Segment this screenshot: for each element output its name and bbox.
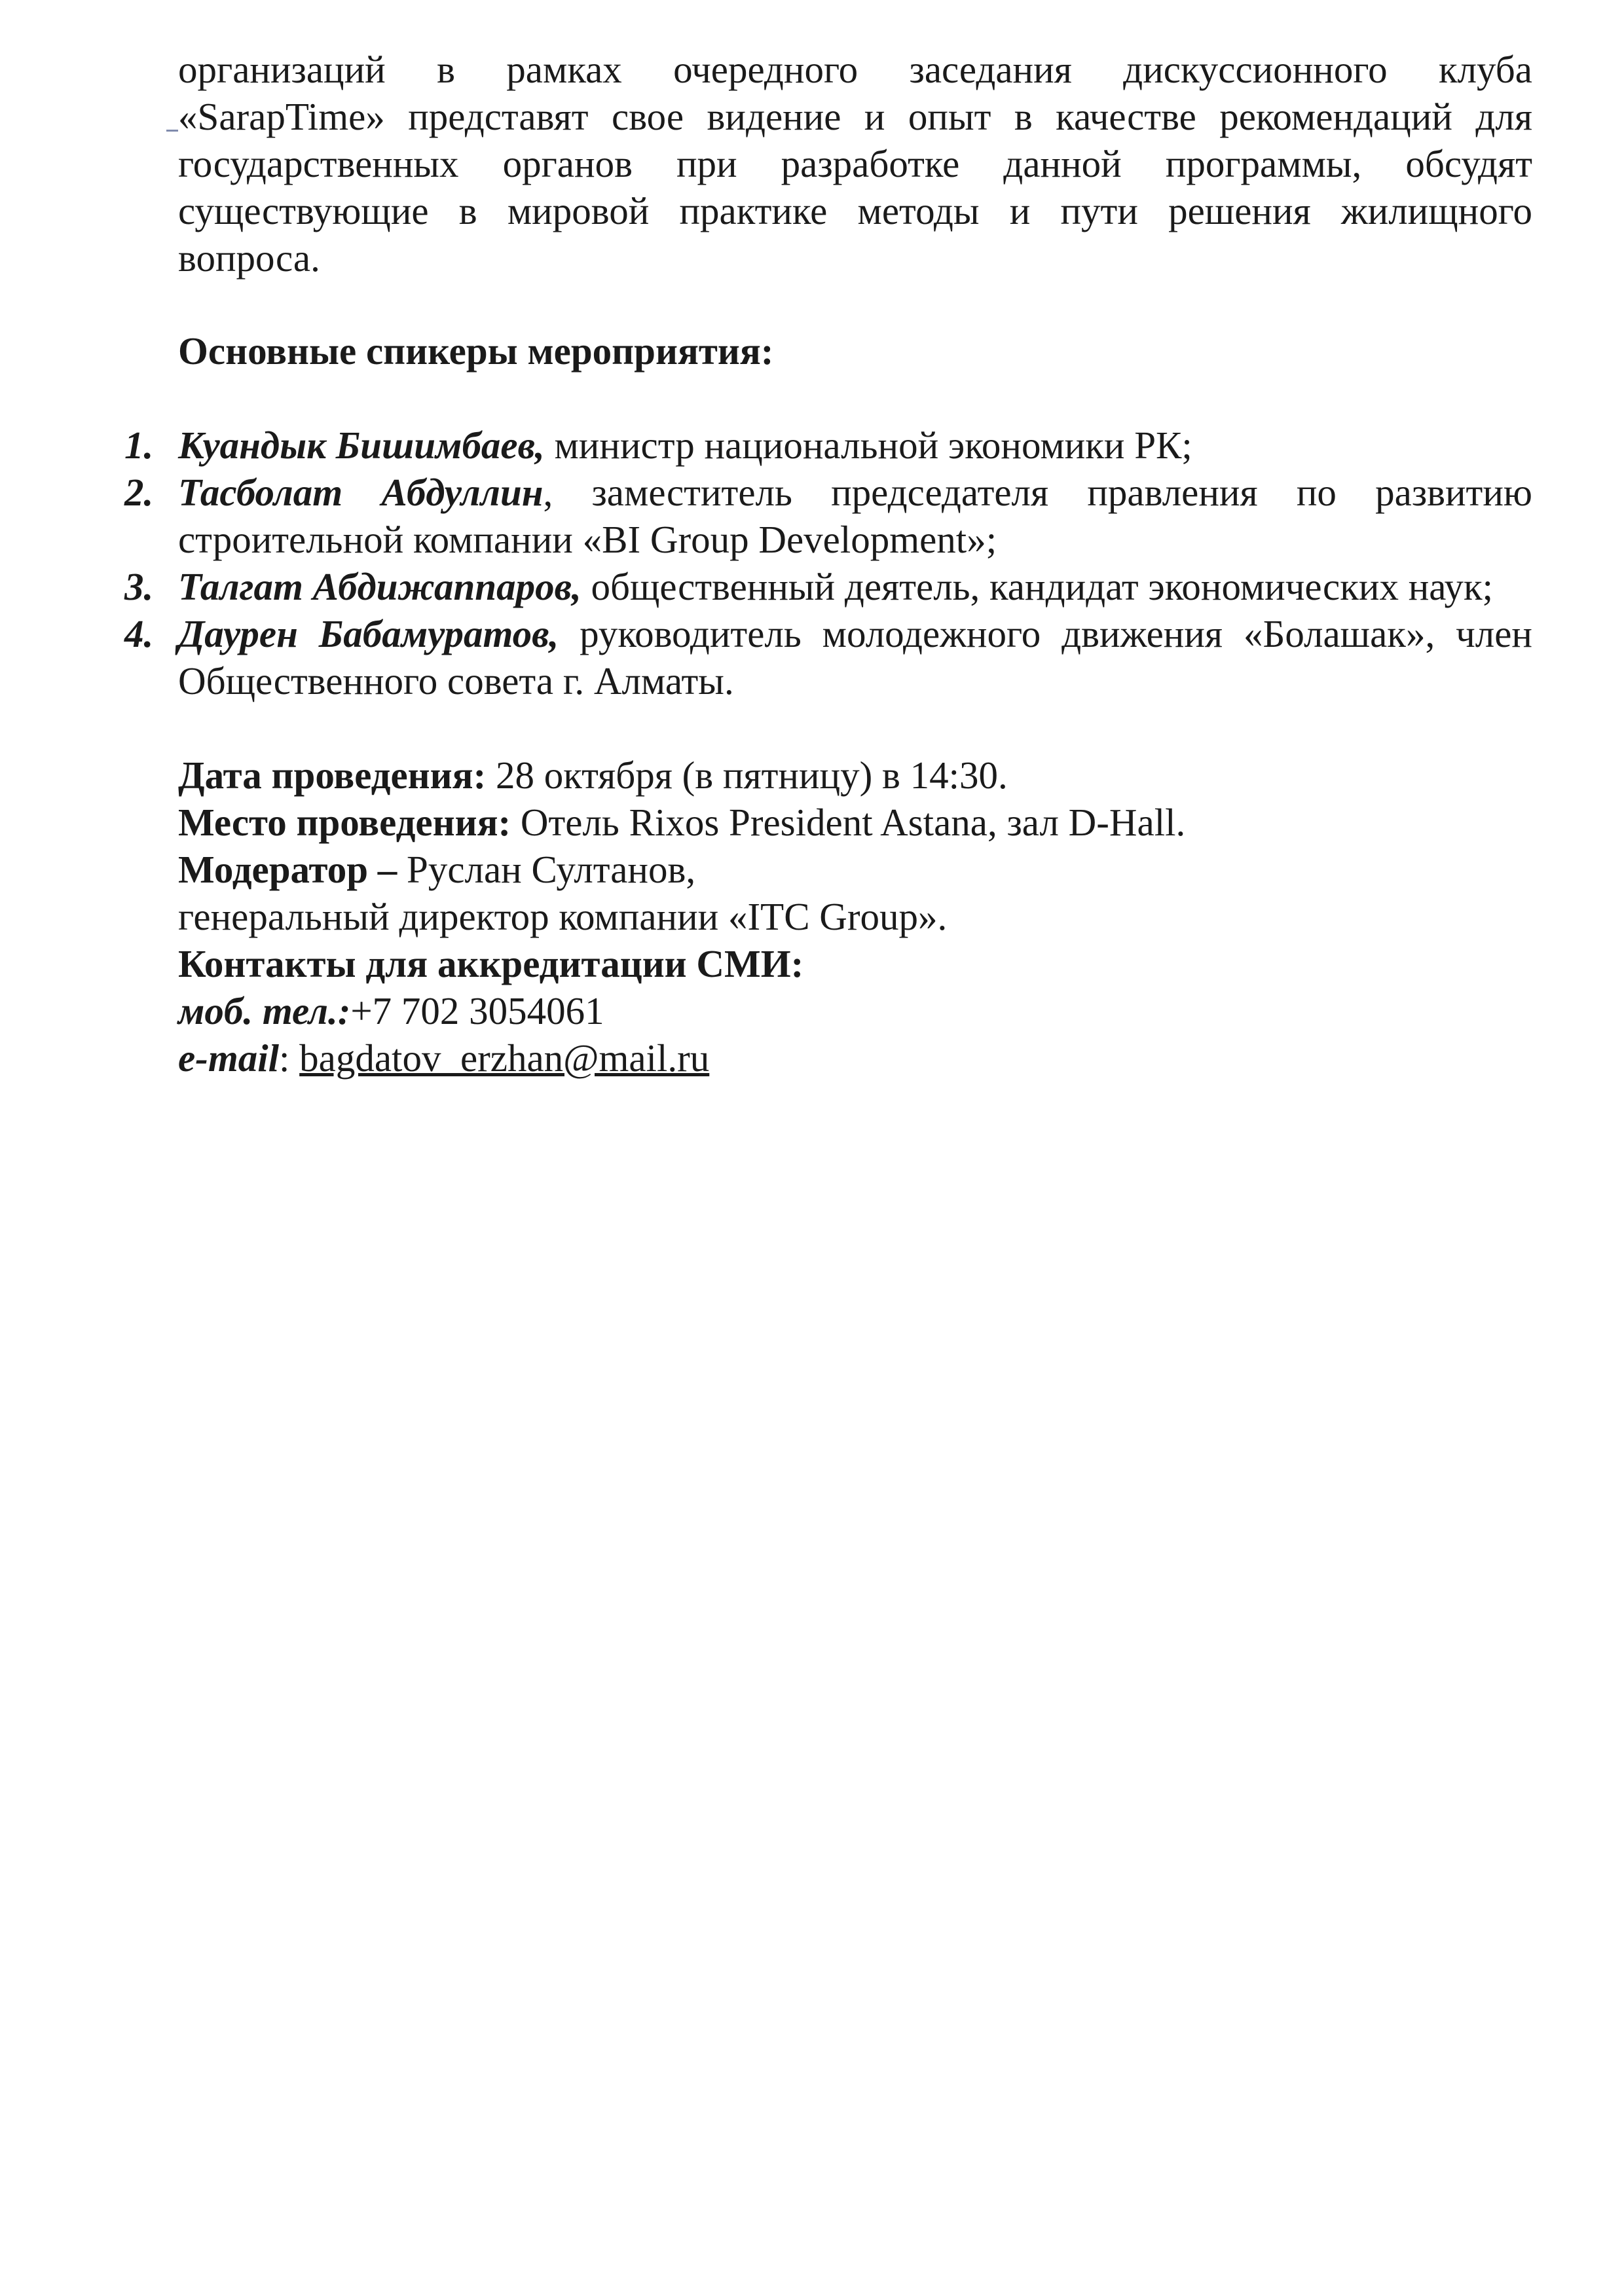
speaker-item bbox=[124, 610, 1532, 704]
document-body bbox=[124, 46, 1532, 1082]
email-row bbox=[178, 1034, 1532, 1082]
email-separator: : bbox=[279, 1036, 300, 1080]
event-details bbox=[178, 752, 1532, 1082]
speaker-item bbox=[124, 422, 1532, 469]
event-place-label: Место проведения: bbox=[178, 801, 511, 844]
event-place-value: Отель Rixos President Astana, зал D-Hall. bbox=[511, 801, 1186, 844]
email-link[interactable]: bagdatov_erzhan@mail.ru bbox=[299, 1036, 710, 1080]
event-place-row bbox=[178, 799, 1532, 846]
speaker-number: 2. bbox=[124, 471, 154, 514]
phone-label: моб. тел.: bbox=[178, 989, 351, 1032]
speaker-description: министр национальной экономики РК; bbox=[544, 424, 1192, 467]
speaker-name: Талгат Абдижаппаров, bbox=[178, 565, 581, 608]
speaker-item bbox=[124, 563, 1532, 610]
contacts-heading: Контакты для аккредитации СМИ: bbox=[178, 942, 804, 985]
event-date-row bbox=[178, 752, 1532, 799]
speakers-heading: Основные спикеры мероприятия: bbox=[178, 329, 774, 373]
speaker-number: 4. bbox=[124, 612, 154, 655]
speakers-list bbox=[124, 422, 1532, 704]
moderator-label: Модератор – bbox=[178, 848, 397, 891]
speaker-name: Тасболат Абдуллин bbox=[178, 471, 544, 514]
speaker-description: руководитель молодежного движения «Болашак», член Общественного совета г. Алматы. bbox=[178, 612, 1532, 702]
moderator-position: генеральный директор компании «ITC Group». bbox=[178, 895, 948, 938]
phone-row bbox=[178, 987, 1532, 1034]
event-date-label: Дата проведения: bbox=[178, 754, 487, 797]
speaker-name: Даурен Бабамуратов, bbox=[178, 612, 559, 655]
scan-artifact-mark bbox=[166, 130, 178, 132]
intro-line: «SarapTime» представят свое видение и опыт в качестве рекомендаций для bbox=[178, 95, 1532, 138]
email-label: e-mail bbox=[178, 1036, 280, 1080]
intro-paragraph bbox=[178, 46, 1532, 282]
speaker-number: 3. bbox=[124, 565, 154, 608]
intro-line: государственных органов при разработке данной программы, обсудят bbox=[178, 142, 1532, 185]
moderator-row bbox=[178, 846, 1532, 893]
intro-line: существующие в мировой практике методы и пути решения жилищного bbox=[178, 189, 1532, 232]
speaker-item bbox=[124, 469, 1532, 563]
intro-line: вопроса. bbox=[178, 236, 320, 280]
speaker-number: 1. bbox=[124, 424, 154, 467]
intro-line: организаций в рамках очередного заседания дискуссионного клуба bbox=[178, 48, 1532, 91]
speaker-description: , заместитель председателя правления по развитию строительной компании «BI Group Development»; bbox=[178, 471, 1532, 561]
moderator-name: Руслан Султанов, bbox=[397, 848, 696, 891]
speaker-name: Куандык Бишимбаев, bbox=[178, 424, 545, 467]
event-date-value: 28 октября (в пятницу) в 14:30. bbox=[486, 754, 1008, 797]
speaker-description: общественный деятель, кандидат экономических наук; bbox=[581, 565, 1494, 608]
phone-value: +7 702 3054061 bbox=[350, 989, 604, 1032]
